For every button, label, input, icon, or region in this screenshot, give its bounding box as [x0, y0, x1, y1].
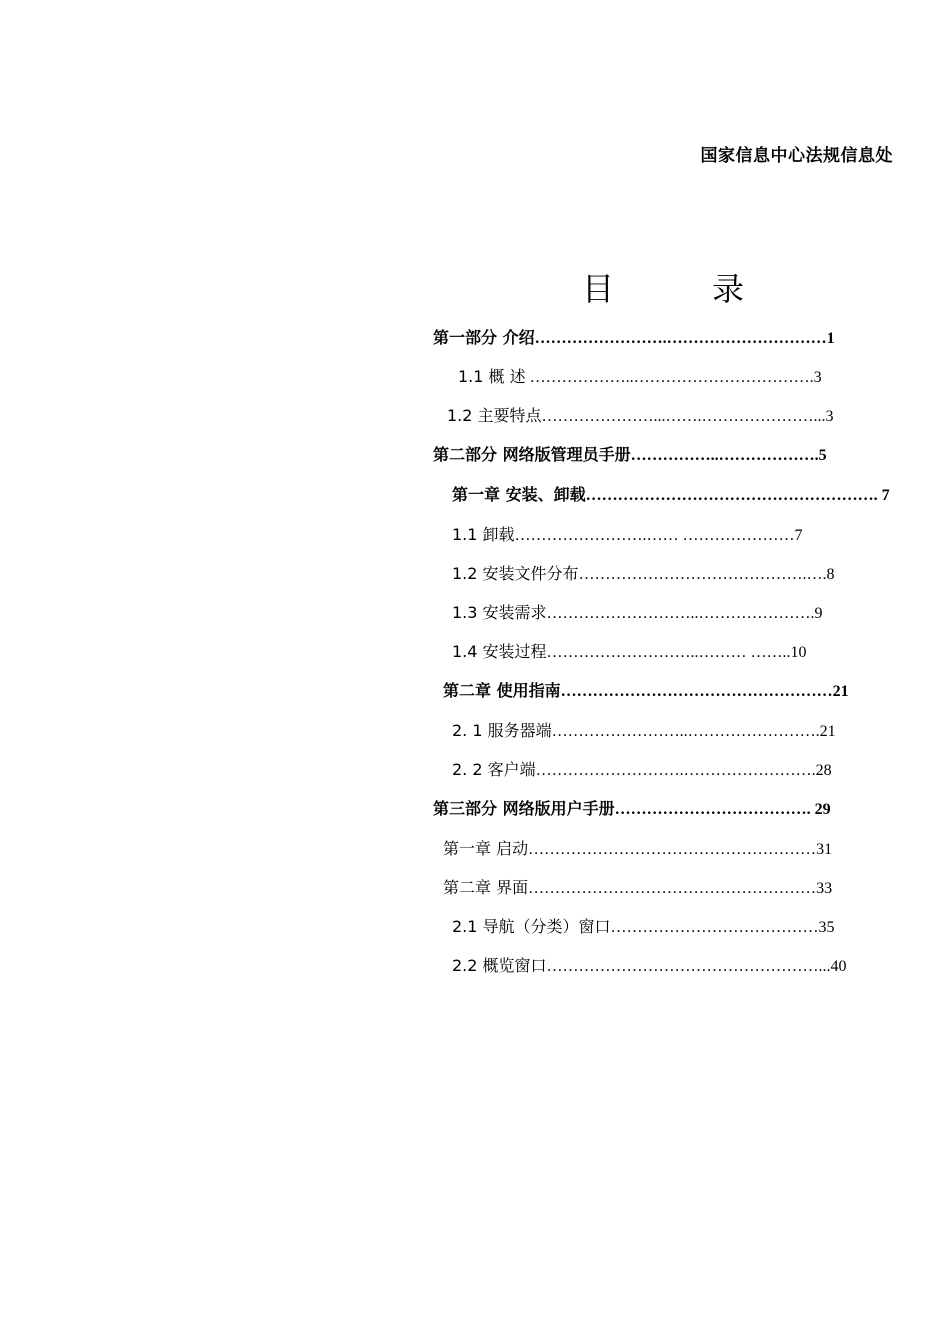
toc-entry-part-3[interactable]	[433, 798, 831, 821]
toc-entry-label: 第三部分 网络版用户手册	[433, 799, 615, 818]
toc-entry-page: 5	[818, 447, 827, 464]
toc-entry-page: .8	[822, 566, 835, 583]
toc-entry-page: 10	[790, 644, 807, 661]
toc-entry-leader: …………………….…… …………………	[514, 527, 795, 544]
toc-entry-page: . 7	[873, 487, 890, 504]
toc-entry-server[interactable]	[452, 720, 836, 743]
toc-entry-page: ..3	[817, 408, 834, 425]
toc-entry-label: 第一部分 介绍	[433, 328, 535, 347]
toc-entry-leader: ……………………………………………..	[546, 958, 827, 975]
toc-entry-leader: ………………………..………………….	[546, 605, 815, 622]
toc-entry-leader: ……………………….…………………….	[535, 762, 816, 779]
toc-entry-label: 1.3 安装需求	[452, 603, 547, 622]
toc-entry-label: 第二部分 网络版管理员手册	[433, 445, 631, 464]
toc-entry-page: 31	[816, 841, 833, 858]
toc-entry-label: 2.1 导航（分类）窗口	[452, 917, 611, 936]
toc-entry-leader: …………………………………	[610, 919, 819, 936]
toc-title-char-1: 目	[582, 270, 615, 308]
toc-entry-leader: ……………..……………….	[630, 447, 819, 464]
toc-entry-label: 1.2 安装文件分布	[452, 564, 579, 583]
toc-entry-leader: …………………….…………………………	[534, 330, 827, 347]
toc-entry-label: 1.4 安装过程	[452, 642, 547, 661]
toc-entry-leader: …………………...…….………………….	[541, 408, 818, 425]
toc-entry-page: 21	[832, 683, 849, 700]
toc-entry-page: 35	[818, 919, 835, 936]
toc-entry-install-files[interactable]	[452, 563, 835, 586]
toc-entry-leader: ……………………………………………	[560, 683, 833, 700]
organization-name: 国家信息中心法规信息处	[700, 146, 893, 166]
toc-entry-leader: ………………………………	[614, 801, 807, 818]
toc-entry-page: 7	[794, 527, 803, 544]
toc-entry-install-requirements[interactable]	[452, 602, 823, 625]
toc-entry-label: 第二章 界面	[443, 878, 529, 897]
toc-entry-client[interactable]	[452, 759, 832, 782]
toc-entry-1-2[interactable]	[447, 405, 834, 428]
toc-entry-part-2[interactable]	[433, 444, 827, 467]
toc-entry-page: .40	[826, 958, 847, 975]
toc-entry-1-1[interactable]	[458, 366, 822, 389]
toc-entry-install-process[interactable]	[452, 641, 807, 664]
toc-entry-label: 1.1 卸载	[452, 525, 515, 544]
toc-entry-leader: ……………………..…………………….	[551, 723, 820, 740]
toc-entry-navigation-window[interactable]	[452, 916, 835, 939]
toc-entry-chapter-interface[interactable]	[443, 877, 832, 900]
toc-entry-page: 1	[826, 330, 835, 347]
toc-entry-label: 1.1 概 述	[458, 367, 526, 386]
toc-title-char-2: 录	[712, 270, 745, 308]
toc-entry-page: 33	[816, 880, 833, 897]
toc-entry-leader: ………………………………………………	[585, 487, 874, 504]
toc-entry-part-1[interactable]	[433, 327, 835, 350]
toc-entry-leader: ………………………………………………	[528, 880, 817, 897]
toc-entry-label: 第一章 启动	[443, 839, 529, 858]
toc-entry-label: 2. 1 服务器端	[452, 721, 552, 740]
toc-entry-page: 9	[814, 605, 823, 622]
toc-entry-uninstall[interactable]	[452, 524, 803, 547]
toc-entry-chapter-guide[interactable]	[443, 680, 849, 703]
toc-entry-label: 第二章 使用指南	[443, 681, 561, 700]
toc-entry-chapter-install[interactable]	[452, 484, 890, 507]
toc-entry-leader: ………………………………………………	[528, 841, 817, 858]
toc-entry-page: 28	[815, 762, 832, 779]
toc-entry-label: 2. 2 客户端	[452, 760, 536, 779]
toc-entry-page: 3	[813, 369, 822, 386]
toc-entry-overview-window[interactable]	[452, 955, 847, 978]
toc-entry-label: 2.2 概览窗口	[452, 956, 547, 975]
toc-entry-label: 1.2 主要特点	[447, 406, 542, 425]
toc-title	[582, 264, 744, 310]
toc-entry-page: 21	[819, 723, 836, 740]
toc-entry-leader: ………………………..……… ……..	[546, 644, 791, 661]
toc-entry-label: 第一章 安装、卸载	[452, 485, 586, 504]
toc-entry-page: . 29	[806, 801, 831, 818]
toc-entry-chapter-start[interactable]	[443, 838, 832, 861]
toc-entry-leader: …………………………………….…	[578, 566, 823, 583]
toc-entry-leader: ………………..…………………………….	[525, 369, 814, 386]
